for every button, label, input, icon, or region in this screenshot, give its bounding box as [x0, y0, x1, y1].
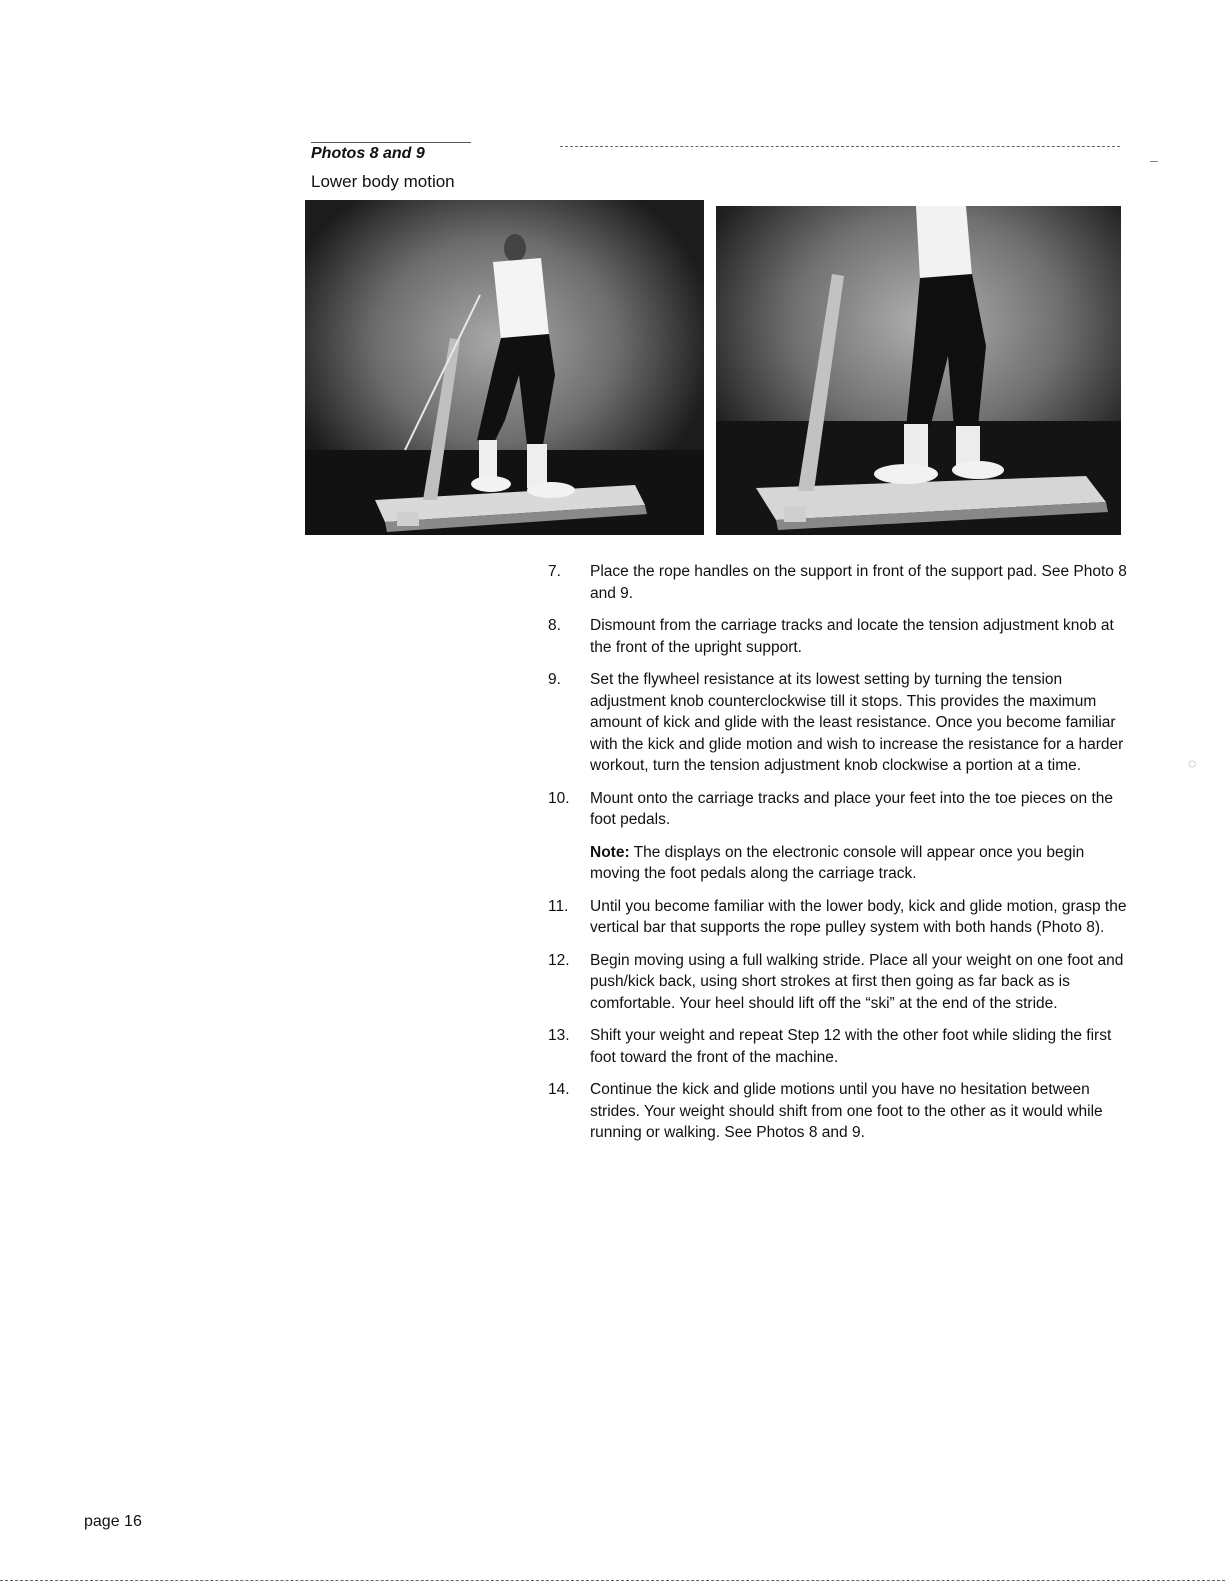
step-text: Until you become familiar with the lower body, kick and glide motion, grasp the vertical bar that supports the rope pulley system with both hands (Photo 8). — [590, 897, 1127, 936]
step-number: 7. — [548, 563, 561, 580]
step-text: Continue the kick and glide motions until you have no hesitation between strides. Your weight should shift from one foot to the other as it would while running or walking. See Photos 8 and 9. — [590, 1081, 1103, 1141]
step-7 — [548, 561, 1128, 604]
binding-hole-mark: ◌ — [1188, 755, 1197, 771]
step-8 — [548, 615, 1128, 658]
step-number: 10. — [548, 789, 570, 807]
photo-caption-subtitle: Lower body motion — [311, 172, 455, 191]
margin-dash-mark: – — [1150, 152, 1158, 168]
note-text: The displays on the electronic console will appear once you begin moving the foot pedals along the carriage track. — [590, 843, 1085, 882]
header-rule-right — [560, 146, 1120, 147]
photo-9 — [716, 206, 1121, 535]
console-note — [548, 842, 1128, 885]
photo-caption-title: Photos 8 and 9 — [311, 145, 425, 162]
step-11 — [548, 896, 1128, 939]
step-text: Dismount from the carriage tracks and locate the tension adjustment knob at the front of the upright support. — [590, 617, 1114, 656]
step-10 — [548, 788, 1128, 831]
step-text: Place the rope handles on the support in front of the support pad. See Photo 8 and 9. — [590, 563, 1127, 602]
step-text: Set the flywheel resistance at its lowest setting by turning the tension adjustment knob counterclockwise till it stops. This provides the maximum amount of kick and glide with the least resistance. Once you become familiar with the kick and glide motion and wish to increase the resistance for a harder workout, turn the tension adjustment knob clockwise a portion at a time. — [590, 671, 1124, 774]
step-number: 13. — [548, 1027, 570, 1044]
step-number: 8. — [548, 617, 561, 634]
footer-rule — [0, 1580, 1225, 1581]
step-text: Mount onto the carriage tracks and place your feet into the toe pieces on the foot pedals. — [590, 789, 1114, 828]
page-number: page 16 — [84, 1513, 142, 1530]
header-rule-left — [311, 142, 471, 143]
step-14 — [548, 1079, 1128, 1144]
photo-8 — [305, 200, 704, 535]
step-9 — [548, 669, 1128, 777]
photo-9-image — [716, 206, 1121, 535]
step-12 — [548, 950, 1128, 1015]
instruction-steps — [548, 561, 1128, 1155]
step-13 — [548, 1025, 1128, 1068]
step-number: 9. — [548, 671, 561, 688]
step-number: 12. — [548, 951, 570, 969]
step-text: Shift your weight and repeat Step 12 with the other foot while sliding the first foot toward the front of the machine. — [590, 1027, 1112, 1066]
step-text: Begin moving using a full walking stride. Place all your weight on one foot and push/kick back, using short strokes at first then going as far back as is comfortable. Your heel should lift off the “ski” at the end of the stride. — [590, 951, 1124, 1012]
step-number: 11. — [548, 897, 569, 915]
step-number: 14. — [548, 1081, 570, 1098]
note-label: Note: — [590, 843, 630, 861]
photo-8-image — [305, 200, 704, 535]
